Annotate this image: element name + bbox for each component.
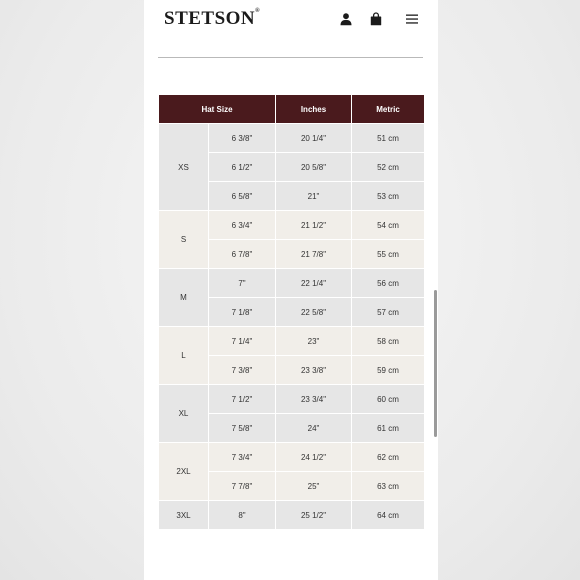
scrollbar-thumb[interactable] [434, 290, 437, 437]
inches-cell: 23 3/8" [276, 356, 352, 385]
table-row [159, 124, 425, 153]
size-group-label: M [159, 269, 209, 327]
registered-mark: ® [255, 8, 261, 14]
hat-size-cell: 7 1/2" [209, 385, 276, 414]
brand-logo[interactable] [164, 8, 260, 30]
metric-cell: 61 cm [352, 414, 425, 443]
shopping-bag-icon[interactable] [369, 12, 383, 26]
account-icon[interactable] [339, 12, 353, 26]
table-row [159, 385, 425, 414]
table-body [159, 124, 425, 530]
size-group-label: S [159, 211, 209, 269]
metric-cell: 59 cm [352, 356, 425, 385]
hat-size-cell: 7 3/4" [209, 443, 276, 472]
metric-cell: 56 cm [352, 269, 425, 298]
size-group-label: L [159, 327, 209, 385]
hat-size-cell: 7 1/4" [209, 327, 276, 356]
size-group-label: XS [159, 124, 209, 211]
metric-cell: 64 cm [352, 501, 425, 530]
metric-cell: 57 cm [352, 298, 425, 327]
hat-size-cell: 7" [209, 269, 276, 298]
menu-icon[interactable] [405, 12, 419, 26]
hat-size-cell: 7 3/8" [209, 356, 276, 385]
section-divider [158, 57, 423, 58]
inches-cell: 20 5/8" [276, 153, 352, 182]
brand-name: STETSON [164, 8, 256, 29]
inches-cell: 21 1/2" [276, 211, 352, 240]
hat-size-cell: 8" [209, 501, 276, 530]
hat-size-cell: 7 5/8" [209, 414, 276, 443]
column-header-metric: Metric [352, 95, 425, 124]
inches-cell: 23" [276, 327, 352, 356]
site-header [144, 0, 438, 42]
metric-cell: 55 cm [352, 240, 425, 269]
inches-cell: 25 1/2" [276, 501, 352, 530]
inches-cell: 21" [276, 182, 352, 211]
inches-cell: 22 1/4" [276, 269, 352, 298]
table-row [159, 443, 425, 472]
inches-cell: 21 7/8" [276, 240, 352, 269]
hat-size-cell: 6 7/8" [209, 240, 276, 269]
table-row [159, 211, 425, 240]
metric-cell: 54 cm [352, 211, 425, 240]
metric-cell: 51 cm [352, 124, 425, 153]
hat-size-cell: 6 5/8" [209, 182, 276, 211]
table-row [159, 501, 425, 530]
metric-cell: 58 cm [352, 327, 425, 356]
hat-size-cell: 7 7/8" [209, 472, 276, 501]
size-group-label: 3XL [159, 501, 209, 530]
metric-cell: 63 cm [352, 472, 425, 501]
hat-size-cell: 7 1/8" [209, 298, 276, 327]
hat-size-cell: 6 3/8" [209, 124, 276, 153]
inches-cell: 24" [276, 414, 352, 443]
metric-cell: 52 cm [352, 153, 425, 182]
size-chart-table [158, 94, 425, 530]
metric-cell: 53 cm [352, 182, 425, 211]
inches-cell: 25" [276, 472, 352, 501]
table-row [159, 269, 425, 298]
inches-cell: 20 1/4" [276, 124, 352, 153]
metric-cell: 62 cm [352, 443, 425, 472]
hat-size-cell: 6 1/2" [209, 153, 276, 182]
size-group-label: 2XL [159, 443, 209, 501]
size-group-label: XL [159, 385, 209, 443]
hat-size-cell: 6 3/4" [209, 211, 276, 240]
inches-cell: 23 3/4" [276, 385, 352, 414]
column-header-hat-size: Hat Size [159, 95, 276, 124]
inches-cell: 22 5/8" [276, 298, 352, 327]
table-header-row [159, 95, 425, 124]
metric-cell: 60 cm [352, 385, 425, 414]
inches-cell: 24 1/2" [276, 443, 352, 472]
column-header-inches: Inches [276, 95, 352, 124]
table-row [159, 327, 425, 356]
